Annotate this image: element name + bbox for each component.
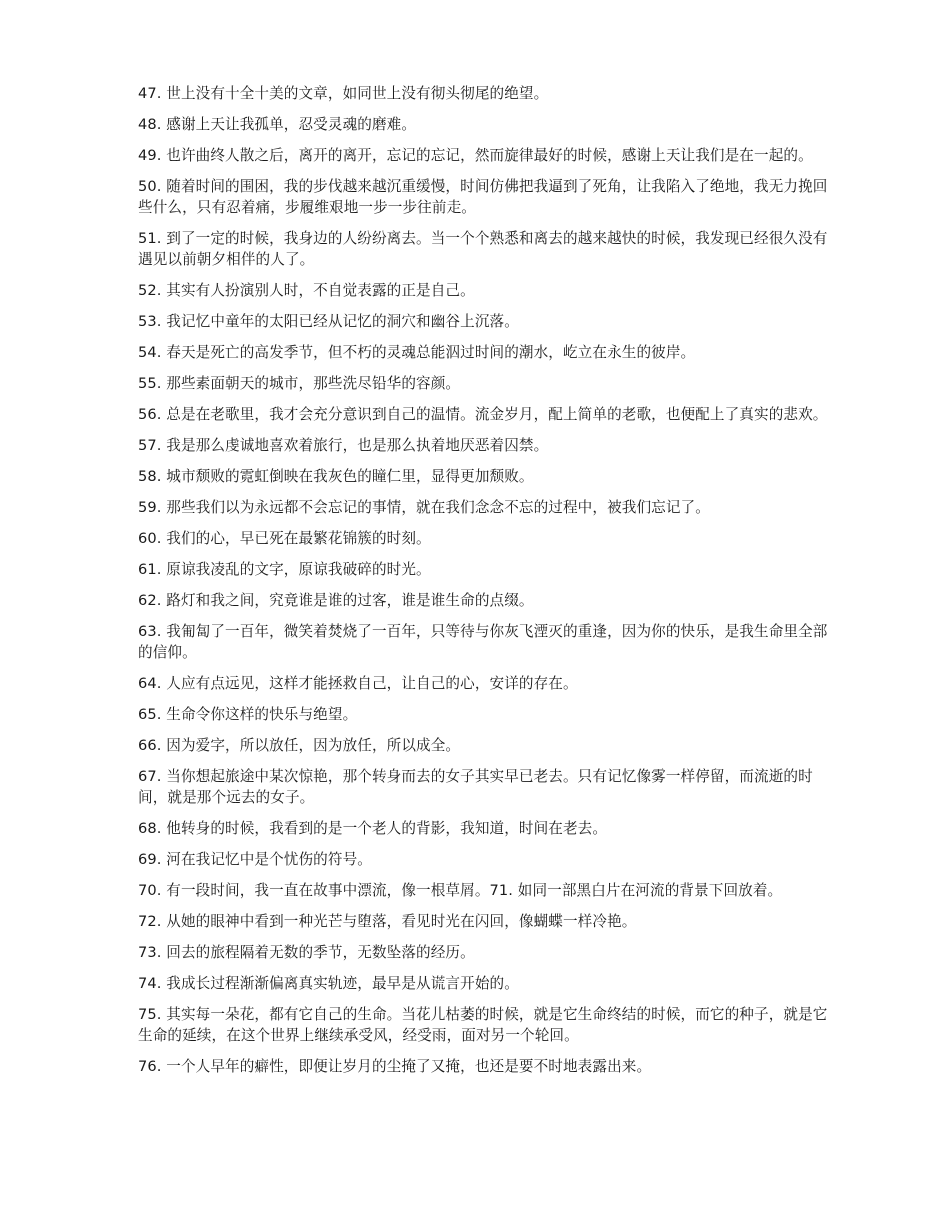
paragraph-51: 51. 到了一定的时候，我身边的人纷纷离去。当一个个熟悉和离去的越来越快的时候，我发现已经很久没有遇见以前朝夕相伴的人了。 bbox=[138, 230, 828, 268]
paragraph-73: 73. 回去的旅程隔着无数的季节，无数坠落的经历。 bbox=[138, 944, 475, 961]
paragraph-63: 63. 我匍匐了一百年，微笑着焚烧了一百年，只等待与你灰飞湮灭的重逢，因为你的快乐，是我生命里全部的信仰。 bbox=[138, 623, 828, 661]
paragraph-74: 74. 我成长过程渐渐偏离真实轨迹，最早是从谎言开始的。 bbox=[138, 975, 519, 992]
paragraph-75: 75. 其实每一朵花，都有它自己的生命。当花儿枯萎的时候，就是它生命终结的时候，而它的种子，就是它生命的延续，在这个世界上继续承受风，经受雨，面对另一个轮回。 bbox=[138, 1006, 828, 1044]
paragraph-62: 62. 路灯和我之间，究竟谁是谁的过客，谁是谁生命的点缀。 bbox=[138, 592, 534, 609]
paragraph-56: 56. 总是在老歌里，我才会充分意识到自己的温情。流金岁月，配上简单的老歌，也便配上了真实的悲欢。 bbox=[138, 406, 828, 423]
paragraph-55: 55. 那些素面朝天的城市，那些洗尽铅华的容颜。 bbox=[138, 375, 461, 392]
paragraph-53: 53. 我记忆中童年的太阳已经从记忆的洞穴和幽谷上沉落。 bbox=[138, 313, 519, 330]
paragraph-65: 65. 生命令你这样的快乐与绝望。 bbox=[138, 706, 358, 723]
paragraph-66: 66. 因为爱字，所以放任，因为放任，所以成全。 bbox=[138, 737, 461, 754]
document-page bbox=[138, 83, 838, 1087]
paragraph-60: 60. 我们的心，早已死在最繁花锦簇的时刻。 bbox=[138, 530, 431, 547]
paragraph-49: 49. 也许曲终人散之后，离开的离开，忘记的忘记，然而旋律最好的时候，感谢上天让我们是在一起的。 bbox=[138, 147, 813, 164]
paragraph-72: 72. 从她的眼神中看到一种光芒与堕落，看见时光在闪回，像蝴蝶一样冷艳。 bbox=[138, 913, 637, 930]
paragraph-59: 59. 那些我们以为永远都不会忘记的事情，就在我们念念不忘的过程中，被我们忘记了。 bbox=[138, 499, 710, 516]
paragraph-52: 52. 其实有人扮演别人时，不自觉表露的正是自己。 bbox=[138, 282, 475, 299]
paragraph-50: 50. 随着时间的围困，我的步伐越来越沉重缓慢，时间仿佛把我逼到了死角，让我陷入了绝地，我无力挽回些什么，只有忍着痛，步履维艰地一步一步往前走。 bbox=[138, 178, 828, 216]
paragraph-68: 68. 他转身的时候，我看到的是一个老人的背影，我知道，时间在老去。 bbox=[138, 820, 608, 837]
paragraph-48: 48. 感谢上天让我孤单，忍受灵魂的磨难。 bbox=[138, 116, 417, 133]
paragraph-76: 76. 一个人早年的癖性，即便让岁月的尘掩了又掩，也还是要不时地表露出来。 bbox=[138, 1058, 652, 1075]
paragraph-67: 67. 当你想起旅途中某次惊艳，那个转身而去的女子其实早已老去。只有记忆像雾一样停留，而流逝的时间，就是那个远去的女子。 bbox=[138, 768, 813, 806]
paragraph-58: 58. 城市颓败的霓虹倒映在我灰色的瞳仁里，显得更加颓败。 bbox=[138, 468, 534, 485]
paragraph-47: 47. 世上没有十全十美的文章，如同世上没有彻头彻尾的绝望。 bbox=[138, 85, 549, 102]
paragraph-61: 61. 原谅我凌乱的文字，原谅我破碎的时光。 bbox=[138, 561, 431, 578]
paragraph-64: 64. 人应有点远见，这样才能拯救自己，让自己的心，安详的存在。 bbox=[138, 675, 578, 692]
paragraph-57: 57. 我是那么虔诚地喜欢着旅行，也是那么执着地厌恶着囚禁。 bbox=[138, 437, 549, 454]
paragraph-70-71: 70. 有一段时间，我一直在故事中漂流，像一根草屑。71. 如同一部黑白片在河流的背景下回放着。 bbox=[138, 882, 783, 899]
paragraph-54: 54. 春天是死亡的高发季节，但不朽的灵魂总能泅过时间的潮水，屹立在永生的彼岸。 bbox=[138, 344, 696, 361]
paragraph-69: 69. 河在我记忆中是个忧伤的符号。 bbox=[138, 851, 372, 868]
